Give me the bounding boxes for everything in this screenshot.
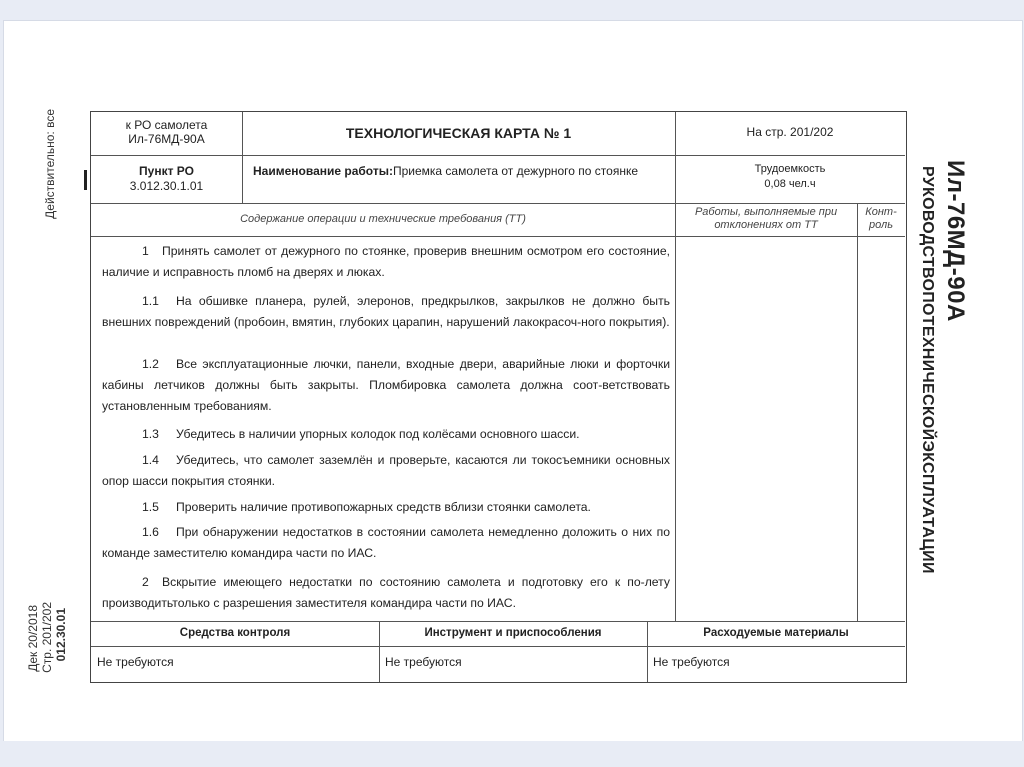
para-text: Вскрытие имеющего недостатки по состоянию самолета и подготовку его к по-лету производитьтолько с разрешения заместителя командира части по ИАС. — [102, 575, 670, 610]
grid-line — [91, 203, 905, 204]
work-value: Приемка самолета от дежурного по стоянке — [392, 164, 639, 178]
paragraph-1-1 — [102, 291, 670, 333]
para-num: 2 — [142, 575, 149, 589]
para-text: Принять самолет от дежурного по стоянке, проверив внешним осмотром его состояние, наличие и исправность пломб на дверях и люках. — [102, 244, 670, 279]
col-content-header: Содержание операции и технические требования (ТТ) — [240, 213, 526, 225]
work-name — [253, 163, 663, 179]
page-ref: На стр. 201/202 — [746, 125, 834, 139]
grid-line — [91, 155, 905, 156]
ro-label: к РО самолета — [125, 118, 208, 132]
manual-title: РУКОВОДСТВОПОТЕХНИЧЕСКОЙЭКСПЛУАТАЦИИ — [919, 166, 936, 574]
para-num: 1.6 — [142, 525, 159, 539]
para-text: Убедитесь, что самолет заземлён и проверьте, касаются ли токосъемники основных опор шасси покрытия стоянки. — [102, 453, 670, 488]
doc-date: Дек 20/2018 — [26, 605, 40, 672]
point-label: Пункт РО — [139, 164, 194, 178]
paragraph-1-4 — [102, 450, 670, 492]
aircraft-title: Ил-76МД-90А — [942, 160, 969, 322]
para-num: 1.2 — [142, 357, 159, 371]
para-text: При обнаружении недостатков в состоянии самолета немедленно доложить о них по команде заместителю командира части по ИАС. — [102, 525, 670, 560]
grid-line — [91, 621, 905, 622]
top-frame — [0, 0, 1024, 20]
para-num: 1.1 — [142, 294, 159, 308]
para-text: На обшивке планера, рулей, элеронов, предкрылков, закрылков не должно быть внешних повреждений (пробоин, вмятин, глубоких царапин, нарушений лакокрасоч-ного покрытия). — [102, 294, 670, 329]
labor-value: 0,08 чел.ч — [764, 178, 816, 190]
para-text: Убедитесь в наличии упорных колодок под колёсами основного шасси. — [176, 427, 580, 441]
bottom-value-control: Не требуются — [97, 655, 174, 669]
bottom-header-control: Средства контроля — [179, 627, 291, 639]
paragraph-1-2 — [102, 354, 670, 417]
paragraph-1-6 — [102, 522, 670, 564]
ro-cell — [91, 118, 242, 146]
bottom-value-tools: Не требуются — [385, 655, 462, 669]
doc-code: 012.30.01 — [54, 608, 68, 662]
para-text: Проверить наличие противопожарных средств вблизи стоянки самолета. — [176, 500, 591, 514]
validity-note: Действительно: все — [43, 109, 57, 219]
paragraph-2 — [102, 572, 670, 614]
point-value: 3.012.30.1.01 — [129, 179, 204, 193]
paragraph-1-3 — [102, 424, 670, 445]
doc-page: Стр. 201/202 — [40, 602, 54, 673]
para-num: 1.3 — [142, 427, 159, 441]
para-num: 1.5 — [142, 500, 159, 514]
bottom-header-tools: Инструмент и приспособления — [424, 627, 602, 639]
paragraph-1-5 — [102, 497, 670, 518]
bottom-frame — [0, 741, 1024, 767]
tech-card — [90, 111, 907, 683]
col-deviations-header: Работы, выполняемые при отклонениях от ТТ — [694, 206, 838, 231]
para-text: Все эксплуатационные лючки, панели, входные двери, аварийные люки и форточки кабины летчиков должны быть закрыты. Пломбировка самолета должна соот-ветствовать установленным требованиям. — [102, 357, 670, 413]
ro-aircraft: Ил-76МД-90А — [128, 132, 205, 146]
grid-line — [91, 236, 905, 237]
col-control-header: Конт-роль — [865, 206, 897, 231]
bottom-header-materials: Расходуемые материалы — [703, 627, 849, 639]
paragraph-1 — [102, 241, 670, 283]
labor-cell — [675, 162, 905, 192]
bottom-value-materials: Не требуются — [653, 655, 730, 669]
para-num: 1.4 — [142, 453, 159, 467]
point-cell — [91, 164, 242, 194]
change-bar — [84, 170, 87, 190]
labor-label: Трудоемкость — [754, 163, 826, 175]
grid-line — [91, 646, 905, 647]
para-num: 1 — [142, 244, 149, 258]
card-title: ТЕХНОЛОГИЧЕСКАЯ КАРТА № 1 — [345, 125, 572, 141]
work-label: Наименование работы: — [253, 164, 393, 178]
grid-line — [857, 203, 858, 621]
